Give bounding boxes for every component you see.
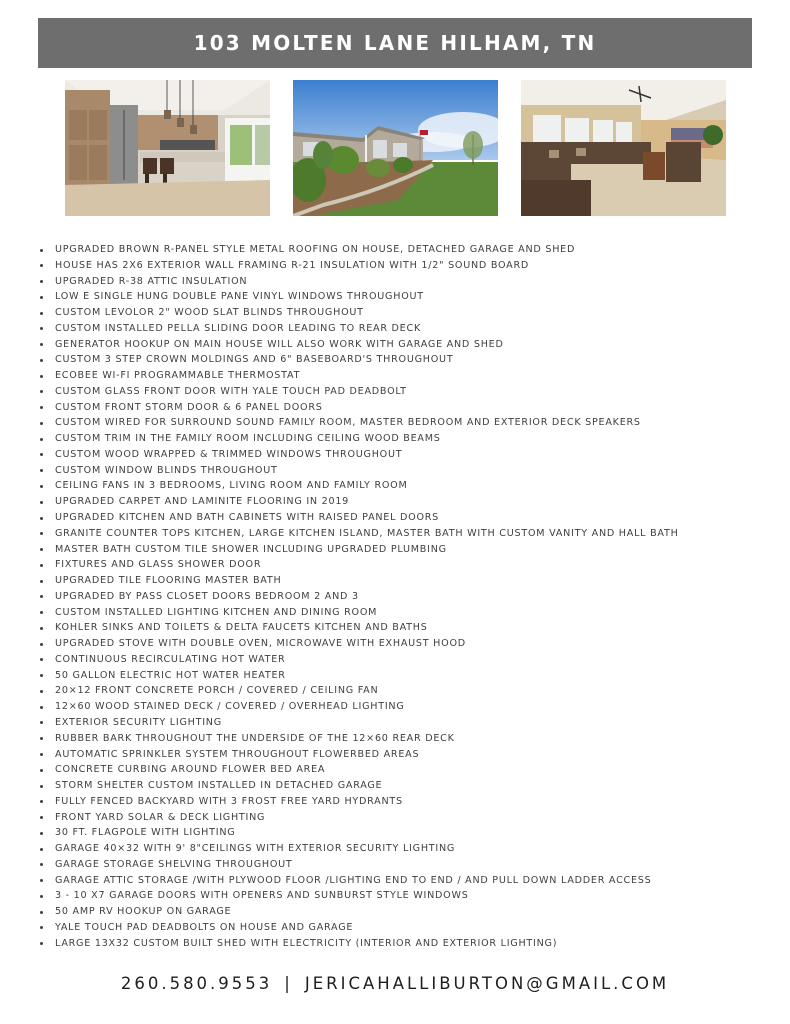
- feature-item: UPGRADED BY PASS CLOSET DOORS BEDROOM 2 AND 3: [38, 589, 758, 605]
- property-address-title: 103 MOLTEN LANE HILHAM, TN: [193, 31, 597, 55]
- feature-item: EXTERIOR SECURITY LIGHTING: [38, 715, 758, 731]
- bullet-icon: [40, 280, 43, 283]
- feature-item: YALE TOUCH PAD DEADBOLTS ON HOUSE AND GARAGE: [38, 920, 758, 936]
- feature-item: CUSTOM INSTALLED PELLA SLIDING DOOR LEADING TO REAR DECK: [38, 321, 758, 337]
- feature-item: UPGRADED KITCHEN AND BATH CABINETS WITH RAISED PANEL DOORS: [38, 510, 758, 526]
- phone-number[interactable]: 260.580.9553: [120, 974, 273, 993]
- bullet-icon: [40, 816, 43, 819]
- feature-item: GARAGE 40×32 WITH 9' 8"CEILINGS WITH EXTERIOR SECURITY LIGHTING: [38, 841, 758, 857]
- bullet-icon: [40, 422, 43, 425]
- feature-item: GENERATOR HOOKUP ON MAIN HOUSE WILL ALSO WORK WITH GARAGE AND SHED: [38, 337, 758, 353]
- feature-item: LOW E SINGLE HUNG DOUBLE PANE VINYL WINDOWS THROUGHOUT: [38, 289, 758, 305]
- bullet-icon: [40, 312, 43, 315]
- bullet-icon: [40, 832, 43, 835]
- bullet-icon: [40, 911, 43, 914]
- feature-item: CUSTOM WIRED FOR SURROUND SOUND FAMILY ROOM, MASTER BEDROOM AND EXTERIOR DECK SPEAKERS: [38, 415, 758, 431]
- feature-item: GARAGE STORAGE SHELVING THROUGHOUT: [38, 857, 758, 873]
- feature-item: CUSTOM TRIM IN THE FAMILY ROOM INCLUDING CEILING WOOD BEAMS: [38, 431, 758, 447]
- feature-item: MASTER BATH CUSTOM TILE SHOWER INCLUDING UPGRADED PLUMBING: [38, 542, 758, 558]
- title-banner: [38, 18, 752, 68]
- bullet-icon: [40, 690, 43, 693]
- bullet-icon: [40, 785, 43, 788]
- feature-item: UPGRADED R-38 ATTIC INSULATION: [38, 274, 758, 290]
- bullet-icon: [40, 469, 43, 472]
- bullet-icon: [40, 737, 43, 740]
- email-address[interactable]: JERICAHALLIBURTON@GMAIL.COM: [304, 974, 670, 993]
- bullet-icon: [40, 611, 43, 614]
- bullet-icon: [40, 800, 43, 803]
- feature-item: LARGE 13X32 CUSTOM BUILT SHED WITH ELECTRICITY (INTERIOR AND EXTERIOR LIGHTING): [38, 936, 758, 952]
- feature-item: 20×12 FRONT CONCRETE PORCH / COVERED / CEILING FAN: [38, 683, 758, 699]
- feature-item: CONTINUOUS RECIRCULATING HOT WATER: [38, 652, 758, 668]
- bullet-icon: [40, 485, 43, 488]
- bullet-icon: [40, 327, 43, 330]
- bullet-icon: [40, 501, 43, 504]
- bullet-icon: [40, 438, 43, 441]
- feature-item: 30 FT. FLAGPOLE WITH LIGHTING: [38, 825, 758, 841]
- bullet-icon: [40, 942, 43, 945]
- bullet-icon: [40, 706, 43, 709]
- bullet-icon: [40, 627, 43, 630]
- bullet-icon: [40, 595, 43, 598]
- feature-item: HOUSE HAS 2X6 EXTERIOR WALL FRAMING R-21 INSULATION WITH 1/2" SOUND BOARD: [38, 258, 758, 274]
- bullet-icon: [40, 658, 43, 661]
- bullet-icon: [40, 879, 43, 882]
- bullet-icon: [40, 721, 43, 724]
- contact-separator: |: [284, 974, 293, 993]
- bullet-icon: [40, 848, 43, 851]
- feature-item: FULLY FENCED BACKYARD WITH 3 FROST FREE YARD HYDRANTS: [38, 794, 758, 810]
- feature-item: UPGRADED STOVE WITH DOUBLE OVEN, MICROWAVE WITH EXHAUST HOOD: [38, 636, 758, 652]
- bullet-icon: [40, 359, 43, 362]
- feature-item: FRONT YARD SOLAR & DECK LIGHTING: [38, 810, 758, 826]
- bullet-icon: [40, 296, 43, 299]
- feature-item: RUBBER BARK THROUGHOUT THE UNDERSIDE OF THE 12×60 REAR DECK: [38, 731, 758, 747]
- bullet-icon: [40, 548, 43, 551]
- bullet-icon: [40, 895, 43, 898]
- feature-item: 3 - 10 X7 GARAGE DOORS WITH OPENERS AND SUNBURST STYLE WINDOWS: [38, 888, 758, 904]
- feature-item: 50 GALLON ELECTRIC HOT WATER HEATER: [38, 668, 758, 684]
- feature-item: CUSTOM LEVOLOR 2" WOOD SLAT BLINDS THROUGHOUT: [38, 305, 758, 321]
- photo-gallery: [0, 80, 790, 216]
- feature-item: UPGRADED TILE FLOORING MASTER BATH: [38, 573, 758, 589]
- bullet-icon: [40, 532, 43, 535]
- bullet-icon: [40, 863, 43, 866]
- feature-item: KOHLER SINKS AND TOILETS & DELTA FAUCETS KITCHEN AND BATHS: [38, 620, 758, 636]
- feature-item: CUSTOM 3 STEP CROWN MOLDINGS AND 6" BASEBOARD'S THROUGHOUT: [38, 352, 758, 368]
- feature-list: [38, 242, 758, 951]
- bullet-icon: [40, 674, 43, 677]
- living-room-photo: [521, 80, 726, 216]
- kitchen-photo: [65, 80, 270, 216]
- feature-item: UPGRADED CARPET AND LAMINITE FLOORING IN 2019: [38, 494, 758, 510]
- feature-item: CUSTOM WOOD WRAPPED & TRIMMED WINDOWS THROUGHOUT: [38, 447, 758, 463]
- bullet-icon: [40, 517, 43, 520]
- feature-item: UPGRADED BROWN R-PANEL STYLE METAL ROOFING ON HOUSE, DETACHED GARAGE AND SHED: [38, 242, 758, 258]
- feature-item: CEILING FANS IN 3 BEDROOMS, LIVING ROOM AND FAMILY ROOM: [38, 478, 758, 494]
- bullet-icon: [40, 375, 43, 378]
- feature-item: CUSTOM WINDOW BLINDS THROUGHOUT: [38, 463, 758, 479]
- bullet-icon: [40, 453, 43, 456]
- feature-item: FIXTURES AND GLASS SHOWER DOOR: [38, 557, 758, 573]
- feature-item: CUSTOM GLASS FRONT DOOR WITH YALE TOUCH PAD DEADBOLT: [38, 384, 758, 400]
- bullet-icon: [40, 643, 43, 646]
- bullet-icon: [40, 769, 43, 772]
- bullet-icon: [40, 390, 43, 393]
- feature-item: 50 AMP RV HOOKUP ON GARAGE: [38, 904, 758, 920]
- bullet-icon: [40, 249, 43, 252]
- feature-item: STORM SHELTER CUSTOM INSTALLED IN DETACHED GARAGE: [38, 778, 758, 794]
- bullet-icon: [40, 753, 43, 756]
- feature-item: CUSTOM FRONT STORM DOOR & 6 PANEL DOORS: [38, 400, 758, 416]
- feature-item: CONCRETE CURBING AROUND FLOWER BED AREA: [38, 762, 758, 778]
- bullet-icon: [40, 343, 43, 346]
- feature-item: CUSTOM INSTALLED LIGHTING KITCHEN AND DINING ROOM: [38, 605, 758, 621]
- feature-item: 12×60 WOOD STAINED DECK / COVERED / OVERHEAD LIGHTING: [38, 699, 758, 715]
- bullet-icon: [40, 580, 43, 583]
- bullet-icon: [40, 564, 43, 567]
- feature-item: GRANITE COUNTER TOPS KITCHEN, LARGE KITCHEN ISLAND, MASTER BATH WITH CUSTOM VANITY AND HALL BATH: [38, 526, 758, 542]
- exterior-photo: [293, 80, 498, 216]
- bullet-icon: [40, 926, 43, 929]
- contact-info: [0, 974, 790, 993]
- bullet-icon: [40, 406, 43, 409]
- bullet-icon: [40, 264, 43, 267]
- feature-item: AUTOMATIC SPRINKLER SYSTEM THROUGHOUT FLOWERBED AREAS: [38, 747, 758, 763]
- feature-item: ECOBEE WI-FI PROGRAMMABLE THERMOSTAT: [38, 368, 758, 384]
- feature-item: GARAGE ATTIC STORAGE /WITH PLYWOOD FLOOR /LIGHTING END TO END / AND PULL DOWN LADDER ACCESS: [38, 873, 758, 889]
